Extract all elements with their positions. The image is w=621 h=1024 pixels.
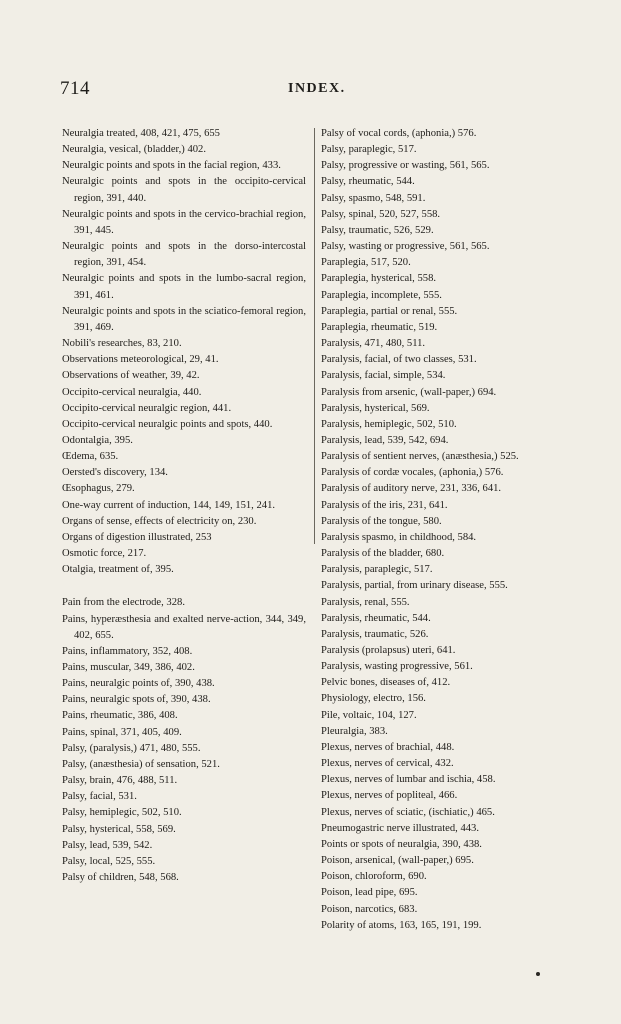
index-entry: Poison, chloroform, 690. (321, 871, 427, 883)
index-entry: Paralysis, facial, simple, 534. (321, 370, 446, 382)
index-entry: Paralysis, rheumatic, 544. (321, 612, 431, 624)
index-entry: Palsy, hemiplegic, 502, 510. (62, 807, 182, 819)
index-entry: Occipito-cervical neuralgic points and spots, 440. (62, 418, 273, 430)
index-entry: Paralysis of sentient nerves, (anæsthesia,) 525. (321, 451, 519, 463)
index-entry: Paralysis, paraplegic, 517. (321, 564, 433, 576)
index-entry: Paralysis, 471, 480, 511. (321, 338, 426, 350)
index-entry: Physiology, electro, 156. (321, 693, 426, 705)
index-entry: Paraplegia, rheumatic, 519. (321, 321, 438, 333)
page-mark (536, 972, 540, 976)
index-entry: Paralysis, renal, 555. (321, 596, 410, 608)
index-entry: Observations meteorological, 29, 41. (62, 354, 219, 366)
index-entry: Plexus, nerves of sciatic, (ischiatic,) 465. (321, 806, 495, 818)
index-entry: Organs of digestion illustrated, 253 (62, 531, 212, 543)
index-column-left (62, 126, 306, 886)
index-entry: Pains, neuralgic spots of, 390, 438. (62, 694, 211, 706)
index-entry: Pains, spinal, 371, 405, 409. (62, 726, 182, 738)
index-entry: Palsy, (anæsthesia) of sensation, 521. (62, 758, 220, 770)
running-head: INDEX. (288, 81, 346, 96)
index-entry: Paralysis, facial, of two classes, 531. (321, 354, 477, 366)
index-entry: Palsy, wasting or progressive, 561, 565. (321, 241, 490, 253)
index-entry: Pneumogastric nerve illustrated, 443. (321, 822, 479, 834)
index-entry: Paralysis, partial, from urinary disease, 555. (321, 580, 508, 592)
index-entry: Pelvic bones, diseases of, 412. (321, 677, 451, 689)
index-entry: Paralysis, lead, 539, 542, 694. (321, 434, 449, 446)
index-entry: Palsy, (paralysis,) 471, 480, 555. (62, 742, 201, 754)
index-entry: Palsy, spinal, 520, 527, 558. (321, 208, 441, 220)
index-entry: Plexus, nerves of lumbar and ischia, 458. (321, 774, 496, 786)
index-entry: Osmotic force, 217. (62, 548, 147, 560)
column-divider (314, 128, 315, 544)
index-entry: Paralysis of the tongue, 580. (321, 515, 442, 527)
index-entry: Paralysis, wasting progressive, 561. (321, 661, 473, 673)
index-entry: Neuralgia treated, 408, 421, 475, 655 (62, 128, 220, 139)
index-entry: Paraplegia, hysterical, 558. (321, 273, 437, 285)
index-entry: Paraplegia, incomplete, 555. (321, 289, 442, 301)
index-entry: Poison, lead pipe, 695. (321, 887, 418, 899)
index-entry: Pleuralgia, 383. (321, 725, 388, 737)
index-entry: Neuralgic points and spots in the sciatico-femoral region, 391, 469. (62, 305, 306, 333)
index-entry: Polarity of atoms, 163, 165, 191, 199. (321, 919, 482, 931)
index-entry: Pains, muscular, 349, 386, 402. (62, 662, 195, 673)
index-entry: Points or spots of neuralgia, 390, 438. (321, 838, 482, 850)
index-entry: Paralysis of cordæ vocales, (aphonia,) 576. (321, 467, 504, 479)
index-entry: Palsy, brain, 476, 488, 511. (62, 775, 178, 787)
page-header (60, 78, 580, 104)
index-entry: Paralysis, traumatic, 526. (321, 628, 429, 640)
index-entry: Neuralgic points and spots in the facial region, 433. (62, 160, 281, 172)
index-entry: Otalgia, treatment of, 395. (62, 564, 174, 576)
page-number: 714 (60, 78, 90, 99)
index-entry: Plexus, nerves of popliteal, 466. (321, 790, 458, 802)
index-entry: Palsy, facial, 531. (62, 791, 137, 803)
index-entry: Neuralgic points and spots in the lumbo-sacral region, 391, 461. (62, 273, 306, 301)
index-entry: Nobili's researches, 83, 210. (62, 338, 182, 350)
index-entry: Pains, neuralgic points of, 390, 438. (62, 678, 215, 690)
index-entry: Neuralgic points and spots in the dorso-intercostal region, 391, 454. (62, 241, 306, 269)
index-entry: Palsy, lead, 539, 542. (62, 839, 153, 851)
index-entry: Pains, hyperæsthesia and exalted nerve-action, 344, 349, 402, 655. (62, 613, 306, 641)
index-entry: Paralysis from arsenic, (wall-paper,) 694. (321, 386, 497, 398)
index-entry: Palsy of vocal cords, (aphonia,) 576. (321, 128, 477, 139)
index-entry: Paralysis of the iris, 231, 641. (321, 499, 448, 511)
index-entry: Pile, voltaic, 104, 127. (321, 709, 417, 721)
index-entry: Paraplegia, 517, 520. (321, 257, 411, 269)
index-entry: Palsy, spasmo, 548, 591. (321, 192, 426, 204)
index-entry: Paralysis (prolapsus) uteri, 641. (321, 645, 456, 656)
index-entry: Plexus, nerves of brachial, 448. (321, 741, 455, 753)
index-entry: Odontalgia, 395. (62, 434, 133, 446)
index-entry: Palsy, traumatic, 526, 529. (321, 224, 434, 236)
index-entry: Paralysis, hysterical, 569. (321, 402, 430, 414)
index-entry: Paralysis of the bladder, 680. (321, 548, 445, 560)
index-entry: Poison, arsenical, (wall-paper,) 695. (321, 855, 474, 867)
index-entry: Palsy, rheumatic, 544. (321, 176, 415, 188)
index-entry: Palsy, local, 525, 555. (62, 855, 156, 867)
index-entry: Palsy, paraplegic, 517. (321, 144, 417, 156)
index-entry: Paralysis, hemiplegic, 502, 510. (321, 418, 457, 430)
index-entry: Palsy of children, 548, 568. (62, 872, 179, 884)
index-entry: Œdema, 635. (62, 451, 119, 463)
index-entry: Neuralgic points and spots in the occipito-cervical region, 391, 440. (62, 176, 306, 204)
index-entry: Palsy, progressive or wasting, 561, 565. (321, 160, 490, 172)
index-entry: Paraplegia, partial or renal, 555. (321, 305, 458, 317)
index-column-right (321, 126, 571, 934)
index-entry: Pains, inflammatory, 352, 408. (62, 645, 193, 657)
index-entry: One-way current of induction, 144, 149, 151, 241. (62, 499, 276, 511)
index-entry: Neuralgic points and spots in the cervico-brachial region, 391, 445. (62, 208, 306, 236)
index-entry: Occipito-cervical neuralgic region, 441. (62, 402, 232, 414)
index-entry: Organs of sense, effects of electricity on, 230. (62, 515, 257, 527)
index-entry: Pain from the electrode, 328. (62, 597, 185, 609)
index-entry: Plexus, nerves of cervical, 432. (321, 758, 454, 770)
index-entry: Paralysis of auditory nerve, 231, 336, 641. (321, 483, 502, 495)
index-entry: Oersted's discovery, 134. (62, 467, 168, 479)
index-entry: Observations of weather, 39, 42. (62, 370, 200, 382)
index-entry: Neuralgia, vesical, (bladder,) 402. (62, 144, 207, 156)
index-entry: Pains, rheumatic, 386, 408. (62, 710, 178, 722)
index-entry: Poison, narcotics, 683. (321, 903, 418, 915)
index-entry: Palsy, hysterical, 558, 569. (62, 823, 176, 835)
index-entry: Occipito-cervical neuralgia, 440. (62, 386, 202, 398)
index-entry: Paralysis spasmo, in childhood, 584. (321, 531, 477, 543)
index-entry: Œsophagus, 279. (62, 483, 135, 495)
